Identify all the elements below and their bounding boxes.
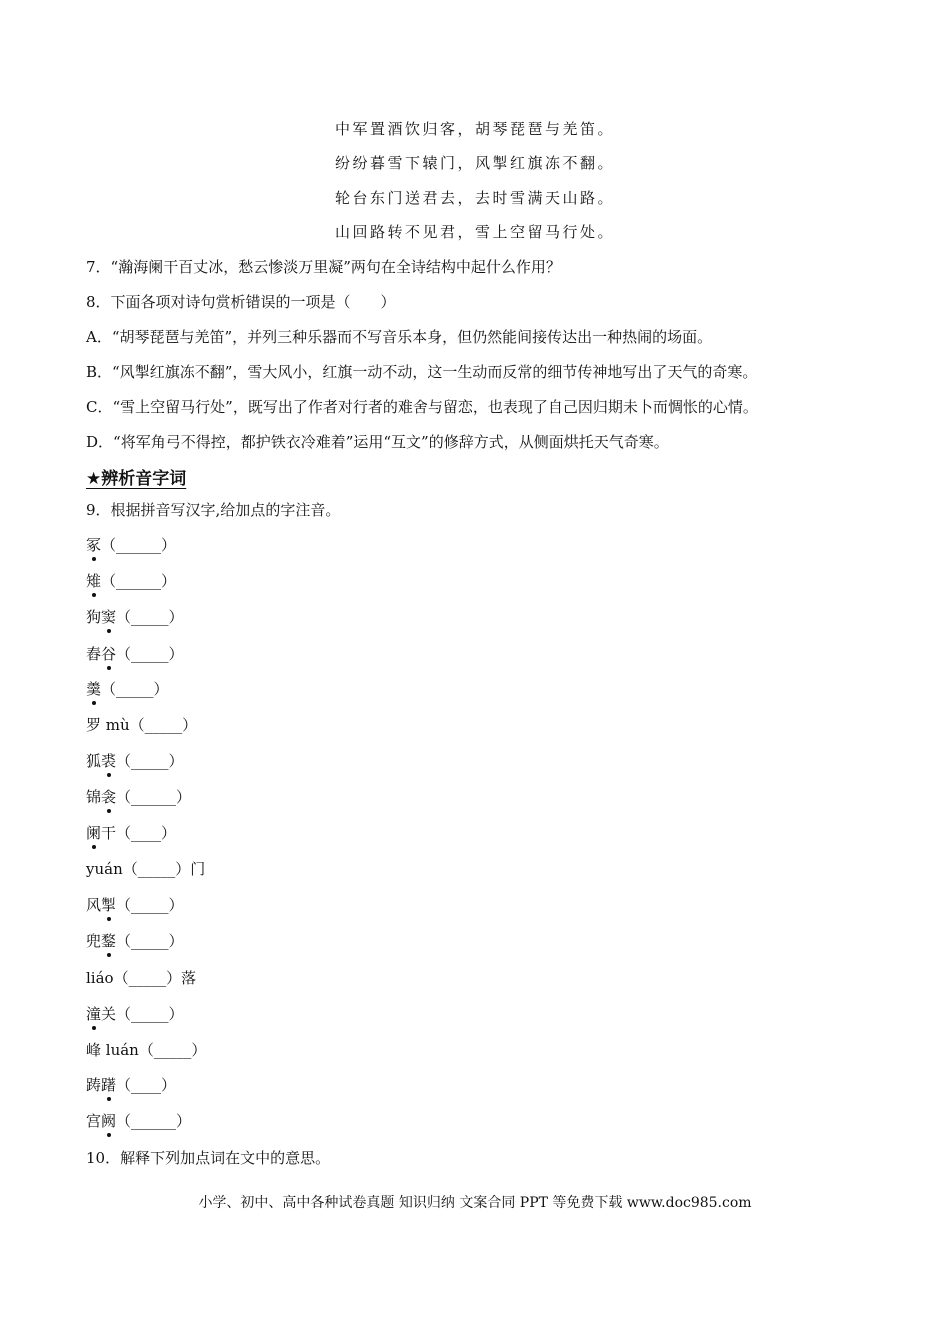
pinyin-item: 踌躇（____） [86,1076,177,1094]
pinyin-item: 风掣（_____） [86,896,184,914]
question-8-option-d: D．“将军角弓不得控，都护铁衣冷难着”运用“互文”的修辞方式，从侧面烘托天气奇寒。 [86,433,669,451]
question-8-stem: 8．下面各项对诗句赏析错误的一项是（ ） [86,293,396,311]
question-8-option-c: C．“雪上空留马行处”，既写出了作者对行者的难舍与留恋，也表现了自己因归期未卜而惆怅的心情。 [86,398,758,416]
pinyin-item: 宫阙（______） [86,1112,192,1130]
pinyin-item: 锦衾（______） [86,788,192,806]
pinyin-item: 舂谷（_____） [86,645,184,663]
section-heading: ★辨析音字词 [86,469,187,489]
pinyin-item: 潼关（_____） [86,1005,184,1023]
dotted-char: 掣 [101,896,117,914]
dotted-char: 窦 [101,608,117,626]
dotted-char: 羹 [86,680,102,698]
dotted-char: 阑 [86,824,102,842]
question-7: 7．“瀚海阑干百丈冰，愁云惨淡万里凝”两句在全诗结构中起什么作用？ [86,258,561,276]
pinyin-item: 阑干（____） [86,824,177,842]
dotted-char: 潼 [86,1005,102,1023]
dotted-char: 衾 [101,788,117,806]
dotted-char: 阙 [101,1112,117,1130]
page-footer: 小学、初中、高中各种试卷真题 知识归纳 文案合同 PPT 等免费下载 www.doc985.com [198,1195,752,1211]
dotted-char: 躇 [101,1076,117,1094]
dotted-char: 雉 [86,572,102,590]
pinyin-item: 狐裘（_____） [86,752,184,770]
dotted-char: 谷 [101,645,117,663]
dotted-char: 冢 [86,536,102,554]
pinyin-item: 罗 mù（_____） [86,716,198,734]
question-8-option-b: B．“风掣红旗冻不翻”，雪大风小，红旗一动不动，这一生动而反常的细节传神地写出了天气的奇寒。 [86,363,758,381]
pinyin-item: 兜鍪（_____） [86,932,184,950]
poem-line: 中军置酒饮归客，胡琴琵琶与羌笛。 [334,120,615,138]
pinyin-item: 冢（______） [86,536,177,554]
question-8-option-a: A．“胡琴琵琶与羌笛”，并列三种乐器而不写音乐本身，但仍然能间接传达出一种热闹的场面。 [86,328,713,346]
pinyin-item: 雉（______） [86,572,177,590]
poem-line: 纷纷暮雪下辕门，风掣红旗冻不翻。 [334,154,615,172]
question-9-stem: 9．根据拼音写汉字,给加点的字注音。 [86,501,341,519]
pinyin-item: 羹（_____） [86,680,169,698]
dotted-char: 鍪 [101,932,117,950]
pinyin-item: yuán（_____）门 [86,860,206,878]
poem-line: 山回路转不见君，雪上空留马行处。 [334,223,615,241]
question-10: 10．解释下列加点词在文中的意思。 [86,1149,331,1167]
pinyin-item: liáo（_____）落 [86,969,197,987]
poem-line: 轮台东门送君去，去时雪满天山路。 [334,189,615,207]
dotted-char: 裘 [101,752,117,770]
pinyin-item: 峰 luán（_____） [86,1041,207,1059]
pinyin-item: 狗窦（_____） [86,608,184,626]
